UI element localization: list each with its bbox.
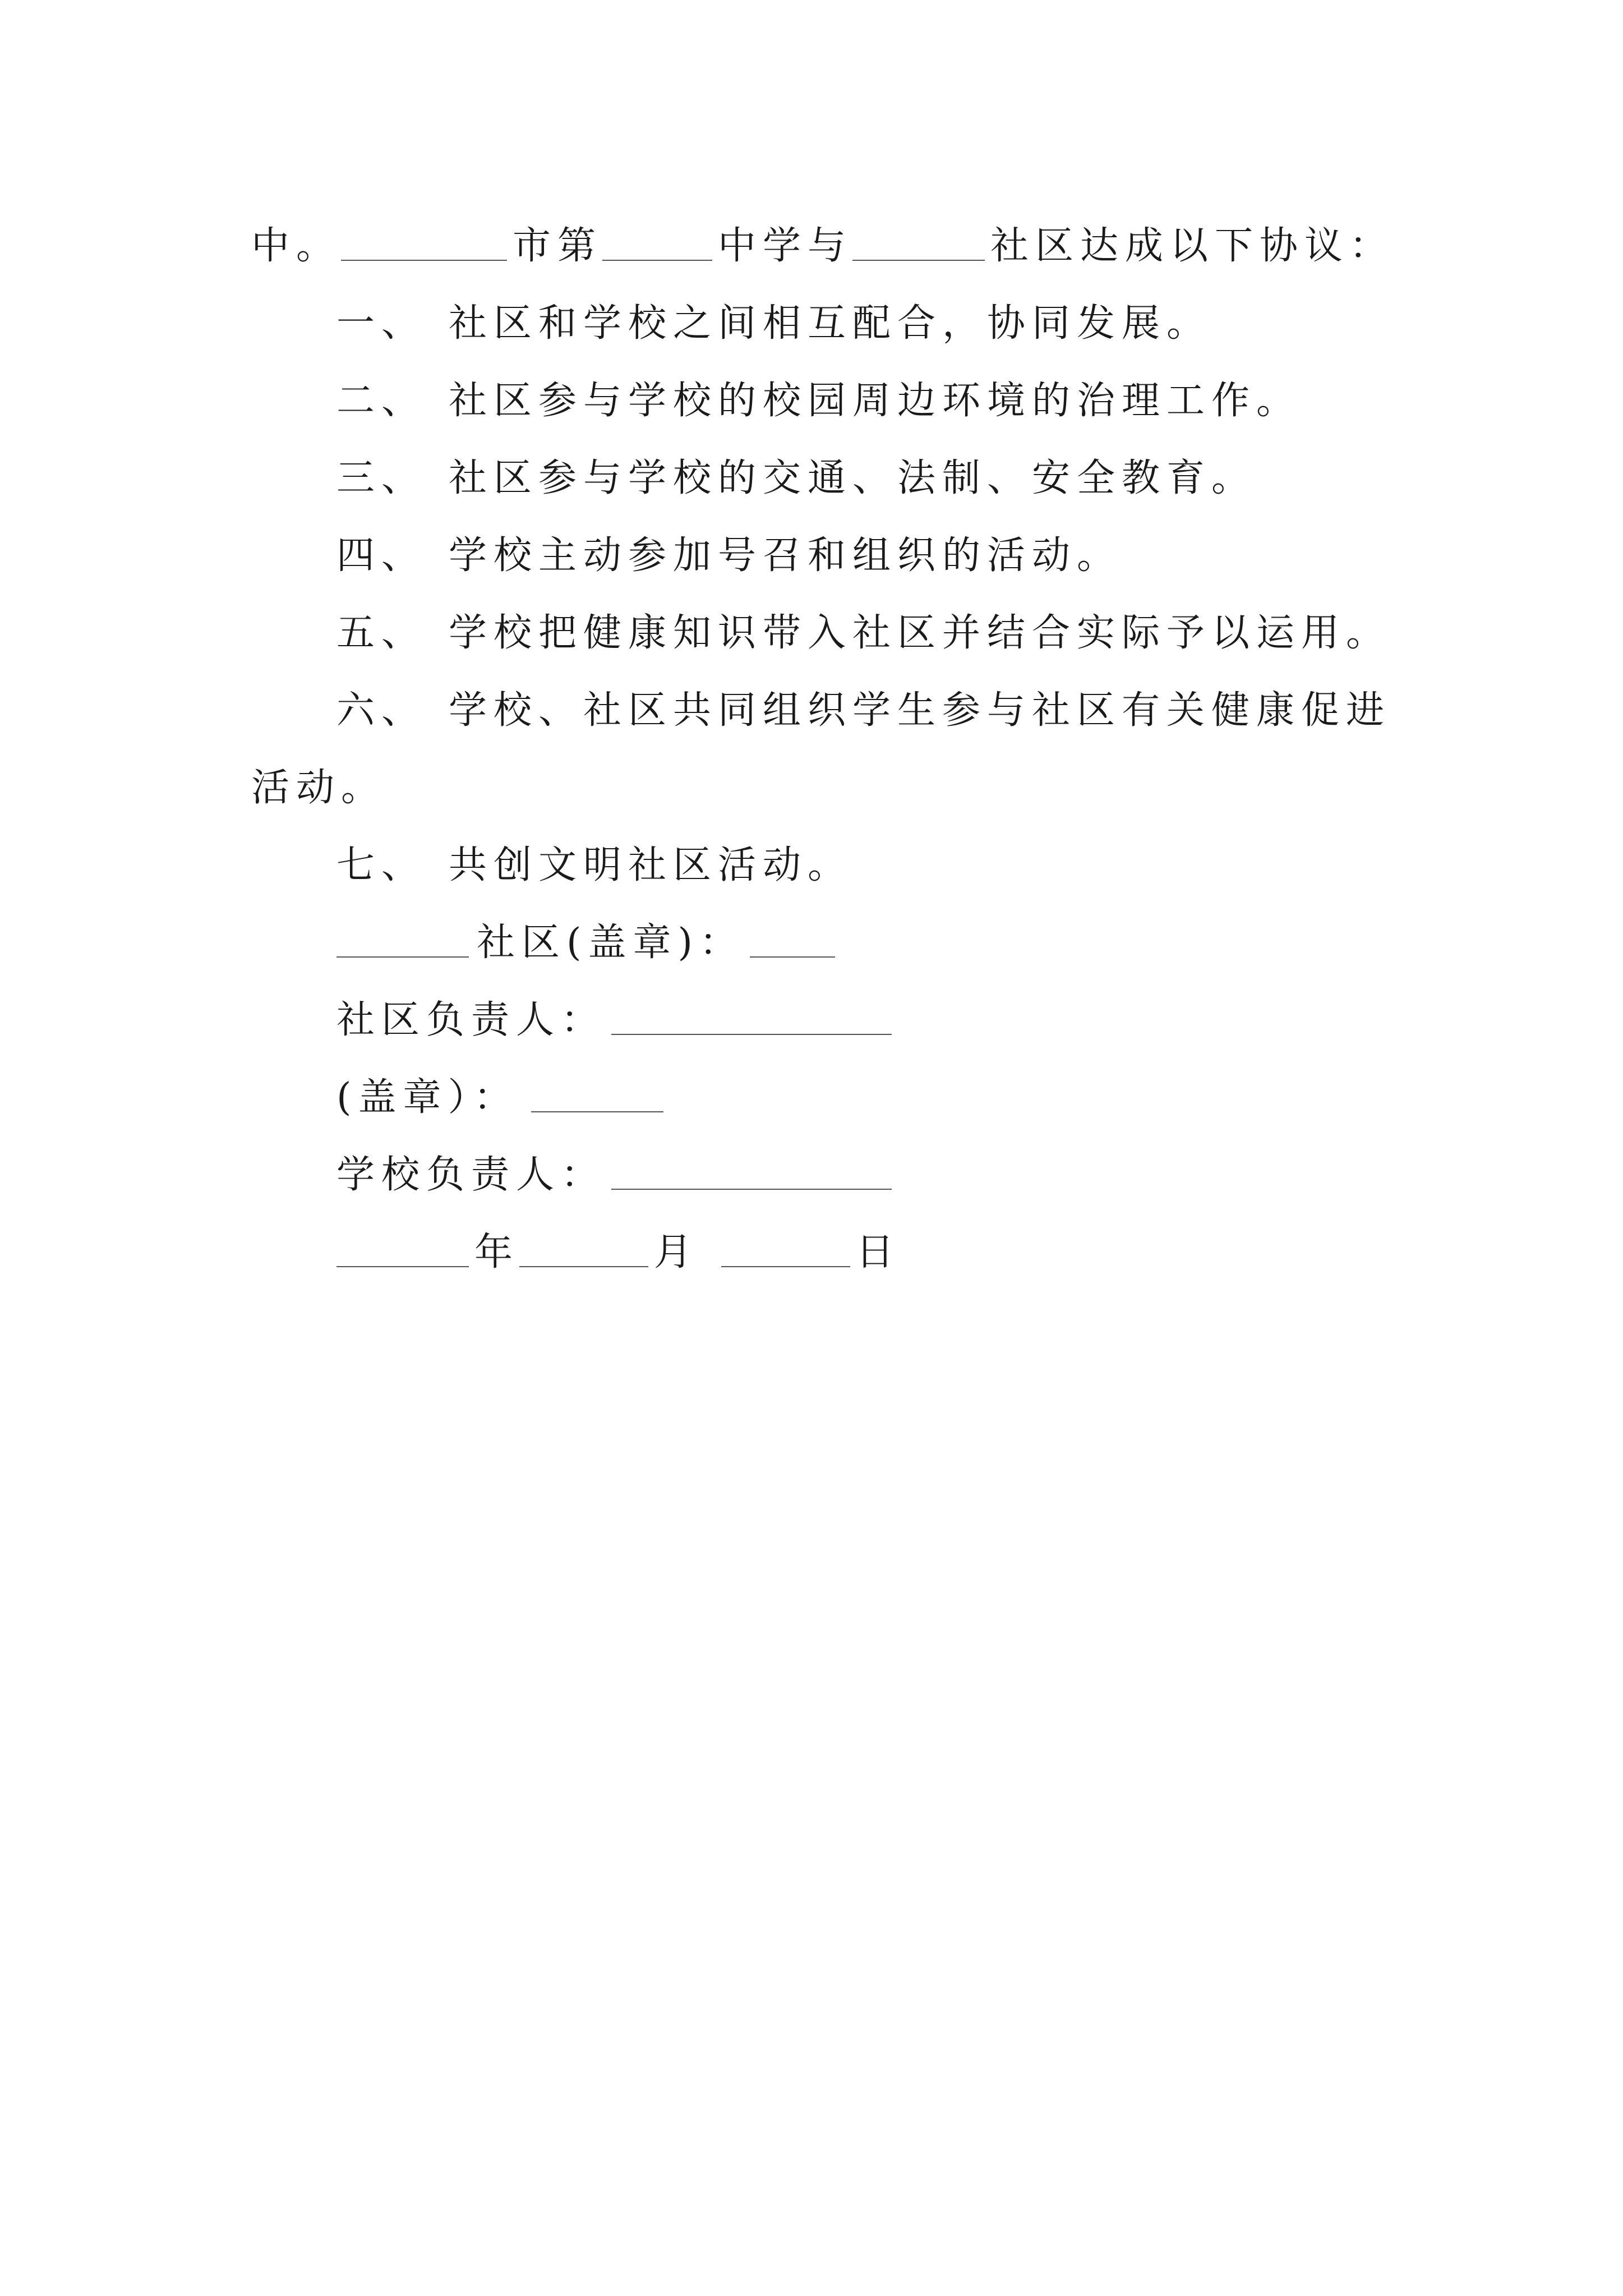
day-blank (721, 1239, 850, 1267)
clause-number: 五、 (336, 611, 427, 655)
clause-3 (251, 440, 1390, 517)
intro-school-suffix: 中学与 (718, 224, 853, 268)
school-number-blank (602, 233, 712, 261)
clause-number: 三、 (336, 456, 427, 500)
clause-number: 七、 (336, 843, 427, 887)
month-blank (519, 1239, 648, 1267)
community-seal-line (251, 904, 1390, 982)
year-label: 年 (474, 1230, 520, 1274)
clause-number: 二、 (336, 379, 427, 423)
clause-number: 四、 (336, 533, 427, 578)
month-label: 月 (654, 1230, 699, 1274)
clause-text: 学校、社区共同组织学生参与社区有关健康促进 (449, 688, 1391, 733)
clause-text: 社区参与学校的交通、法制、安全教育。 (449, 456, 1257, 500)
school-leader-line (251, 1137, 1390, 1214)
clause-5 (251, 595, 1390, 672)
community-seal-blank (750, 930, 835, 958)
clause-text-continuation: 活动。 (251, 766, 386, 810)
clause-number: 一、 (336, 301, 427, 346)
year-blank (336, 1239, 469, 1267)
school-leader-blank (611, 1162, 892, 1190)
community-name-blank (852, 233, 985, 261)
clause-4 (251, 517, 1390, 595)
intro-community-suffix: 社区达成以下协议： (990, 224, 1395, 268)
clause-text: 学校把健康知识带入社区并结合实际予以运用。 (449, 611, 1391, 655)
school-leader-label: 学校负责人： (336, 1153, 606, 1197)
clause-2 (251, 362, 1390, 440)
clause-text: 社区和学校之间相互配合，协同发展。 (449, 301, 1212, 346)
clause-text: 社区参与学校的校园周边环境的治理工作。 (449, 379, 1302, 423)
clause-6 (251, 672, 1390, 749)
school-seal-line (251, 1059, 1390, 1137)
agreement-body (251, 208, 1395, 1291)
city-blank (341, 233, 507, 261)
clause-number: 六、 (336, 688, 427, 733)
community-leader-label: 社区负责人： (336, 998, 606, 1042)
clause-6-continuation (251, 749, 1390, 827)
clause-1 (251, 285, 1390, 362)
community-leader-line (251, 982, 1390, 1059)
community-leader-blank (611, 1007, 892, 1035)
clause-text: 共创文明社区活动。 (449, 843, 853, 887)
intro-lead: 中。 (251, 224, 342, 268)
seal-label: (盖章）： (336, 1075, 519, 1120)
clause-7 (251, 827, 1390, 904)
day-label: 日 (856, 1230, 901, 1274)
community-seal-label: 社区(盖章)： (477, 921, 745, 965)
intro-city-suffix: 市第 (513, 224, 603, 268)
school-seal-blank (531, 1084, 663, 1112)
intro-line (251, 208, 1395, 285)
community-name-blank (336, 930, 469, 958)
clause-text: 学校主动参加号召和组织的活动。 (449, 533, 1122, 578)
date-line (251, 1214, 1390, 1291)
